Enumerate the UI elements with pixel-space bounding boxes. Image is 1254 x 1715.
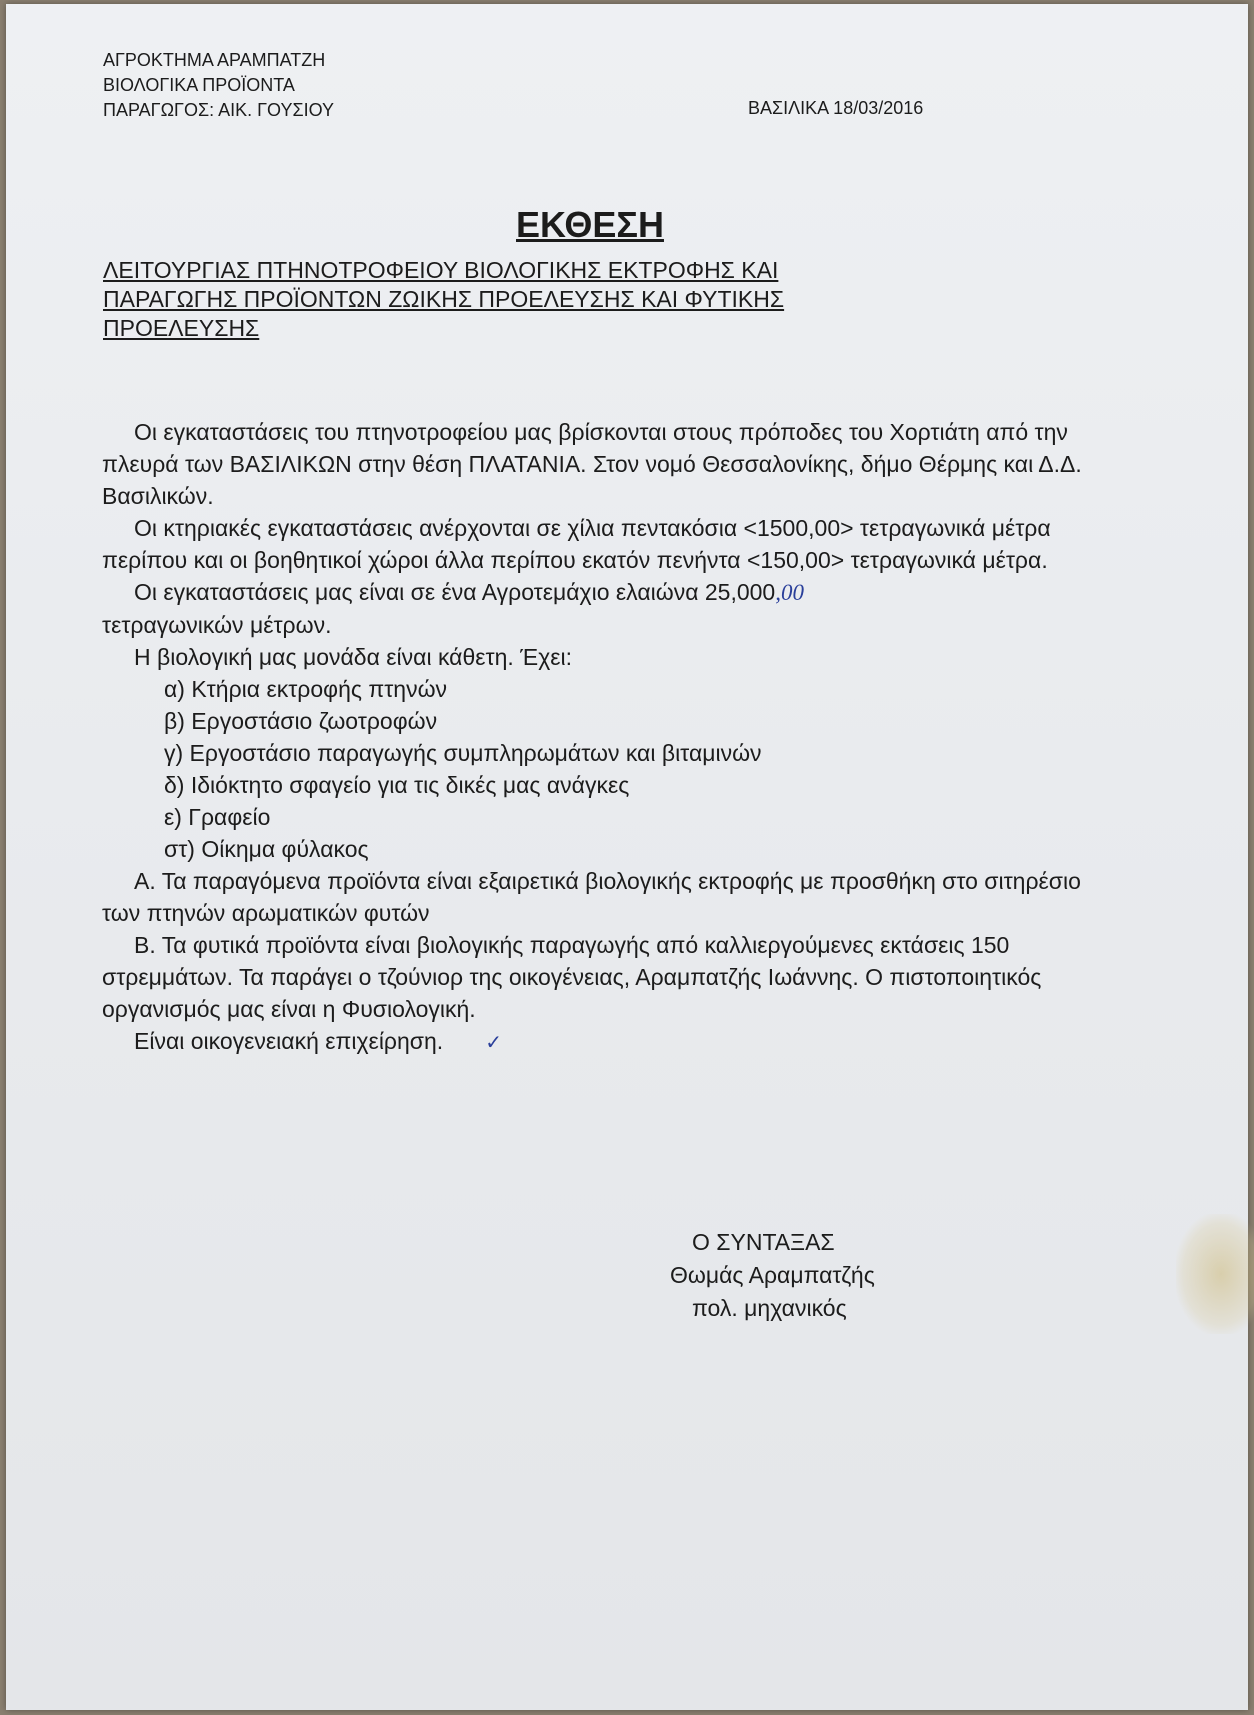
subtitle-line-1: ΛΕΙΤΟΥΡΓΙΑΣ ΠΤΗΝΟΤΡΟΦΕΙΟΥ ΒΙΟΛΟΓΙΚΗΣ ΕΚΤΡΟΦΗΣ ΚΑΙ [103,257,779,283]
list-item: δ) Ιδιόκτητο σφαγείο για τις δικές μας ανάγκες [164,772,630,798]
family-text: Είναι οικογενειακή επιχείρηση. [134,1028,444,1054]
letterhead-products: ΒΙΟΛΟΓΙΚΑ ΠΡΟΪΟΝΤΑ [103,75,295,95]
letterhead-producer: ΠΑΡΑΓΩΓΟΣ: ΑΙΚ. ΓΟΥΣΙΟΥ [103,100,335,120]
pen-tick-icon: ✓ [485,1032,502,1054]
signature-title: πολ. μηχανικός [692,1295,847,1321]
document-subtitle [103,256,983,343]
list-item: ε) Γραφείο [164,804,271,830]
facilities-list [102,673,1092,865]
signature-role: Ο ΣΥΝΤΑΞΑΣ [692,1229,835,1255]
list-item: α) Κτήρια εκτροφής πτηνών [164,676,448,702]
letterhead [103,48,334,123]
signature-block [670,1226,875,1325]
handwritten-decimals: ,00 [775,580,804,605]
subtitle-line-2: ΠΑΡΑΓΩΓΗΣ ΠΡΟΪΟΝΤΩΝ ΖΩΙΚΗΣ ΠΡΟΕΛΕΥΣΗΣ ΚΑΙ ΦΥΤΙΚΗΣ [103,286,785,312]
paragraph-products-b: Β. Τα φυτικά προϊόντα είναι βιολογικής παραγωγής από καλλιεργούμενες εκτάσεις 150 στρεμμάτων. Τα παράγει ο τζούνιορ της οικογένειας, Αραμπατζής Ιωάννης. Ο πιστοποιητικός οργανισμός μας είναι η Φυσιολογική. [102,932,1042,1022]
paragraph-products-a: Α. Τα παραγόμενα προϊόντα είναι εξαιρετικά βιολογικής εκτροφής με προσθήκη στο σιτηρέσιο των πτηνών αρωματικών φυτών [102,868,1081,926]
water-stain [1176,1214,1254,1334]
document-page [6,4,1248,1710]
paragraph-buildings: Οι κτηριακές εγκαταστάσεις ανέρχονται σε χίλια πεντακόσια <1500,00> τετραγωνικά μέτρα περίπου και οι βοηθητικοί χώροι άλλα περίπου εκατόν πενήντα <150,00> τετραγωνικά μέτρα. [102,515,1051,573]
document-body [102,416,1092,1059]
paragraph-unit: Η βιολογική μας μονάδα είναι κάθετη. Έχει: [134,644,573,670]
paragraph-plot [102,576,1092,641]
list-item: β) Εργοστάσιο ζωοτροφών [164,708,438,734]
place-date: ΒΑΣΙΛΙΚΑ 18/03/2016 [748,98,924,118]
paragraph-location: Οι εγκαταστάσεις του πτηνοτροφείου μας βρίσκονται στους πρόποδες του Χορτιάτη από την πλευρά των ΒΑΣΙΛΙΚΩΝ στην θέση ΠΛΑΤΑΝΙΑ. Στον νομό Θεσσαλονίκης, δήμο Θέρμης και Δ.Δ. Βασιλικών. [102,419,1082,509]
letterhead-farm-name: ΑΓΡΟΚΤΗΜΑ ΑΡΑΜΠΑΤΖΗ [103,50,326,70]
subtitle-line-3: ΠΡΟΕΛΕΥΣΗΣ [103,315,260,341]
list-item: στ) Οίκημα φύλακος [164,836,369,862]
list-item: γ) Εργοστάσιο παραγωγής συμπληρωμάτων και βιταμινών [164,740,762,766]
document-title: ΕΚΘΕΣΗ [516,204,664,245]
paragraph-family [102,1025,1092,1059]
signature-name: Θωμάς Αραμπατζής [670,1262,875,1288]
plot-text: Οι εγκαταστάσεις μας είναι σε ένα Αγροτεμάχιο ελαιώνα 25,000 [134,579,776,605]
plot-text-end: τετραγωνικών μέτρων. [102,612,332,638]
